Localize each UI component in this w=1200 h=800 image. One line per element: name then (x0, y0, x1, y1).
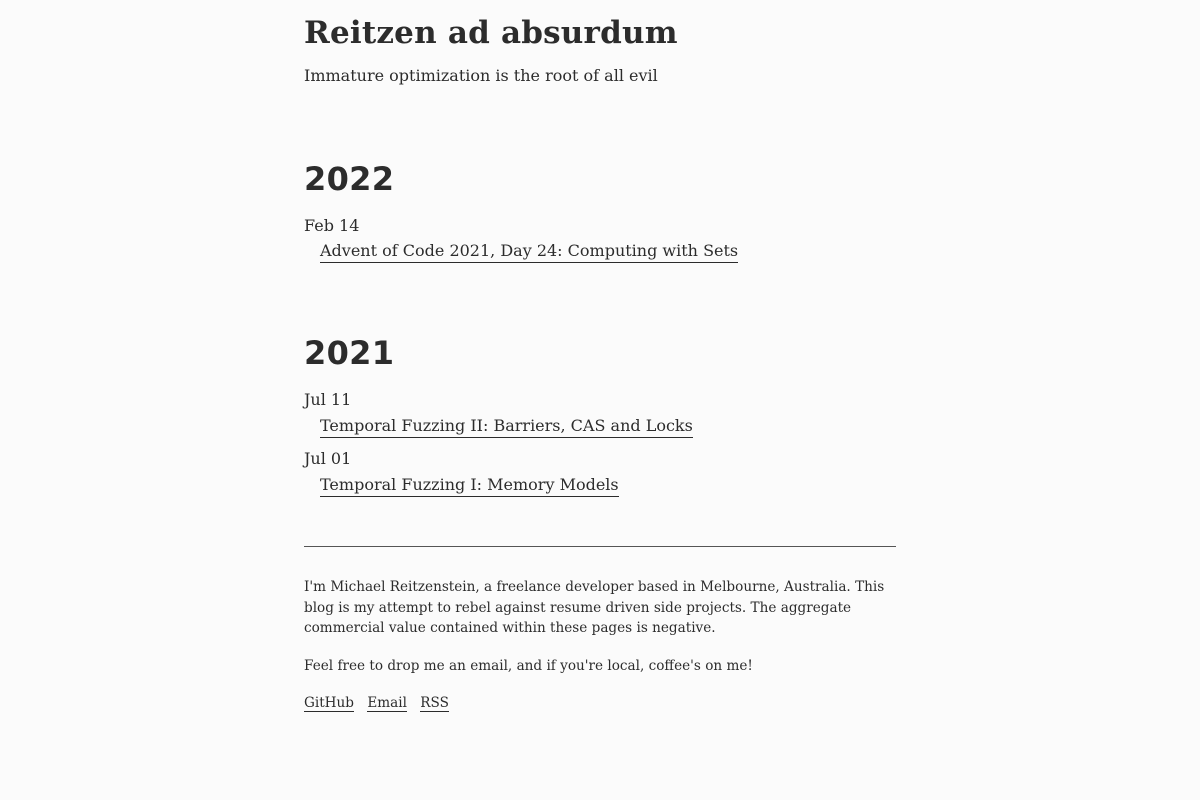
post-date: Jul 01 (304, 449, 352, 468)
post-date: Jul 11 (304, 390, 352, 409)
github-link[interactable]: GitHub (304, 695, 354, 711)
site-tagline: Immature optimization is the root of all evil (304, 66, 658, 85)
about-text: I'm Michael Reitzenstein, a freelance developer based in Melbourne, Australia. This blog is my attempt to rebel against resume driven side projects. The aggregate commercial value contained within these pages is negative. (304, 579, 885, 636)
year-heading-2022: 2022 (304, 160, 395, 198)
year-heading-2021: 2021 (304, 334, 395, 372)
footer-divider (304, 546, 896, 547)
post-link-advent-of-code[interactable]: Advent of Code 2021, Day 24: Computing with Sets (320, 240, 738, 263)
contact-text: Feel free to drop me an email, and if you're local, coffee's on me! (304, 658, 753, 674)
rss-link[interactable]: RSS (420, 695, 449, 711)
post-link-temporal-fuzzing-ii[interactable]: Temporal Fuzzing II: Barriers, CAS and Locks (320, 415, 693, 438)
email-link[interactable]: Email (367, 695, 407, 711)
post-date: Feb 14 (304, 216, 360, 235)
footer-links (304, 693, 458, 713)
post-link-temporal-fuzzing-i[interactable]: Temporal Fuzzing I: Memory Models (320, 474, 619, 497)
site-title[interactable]: Reitzen ad absurdum (304, 15, 678, 51)
